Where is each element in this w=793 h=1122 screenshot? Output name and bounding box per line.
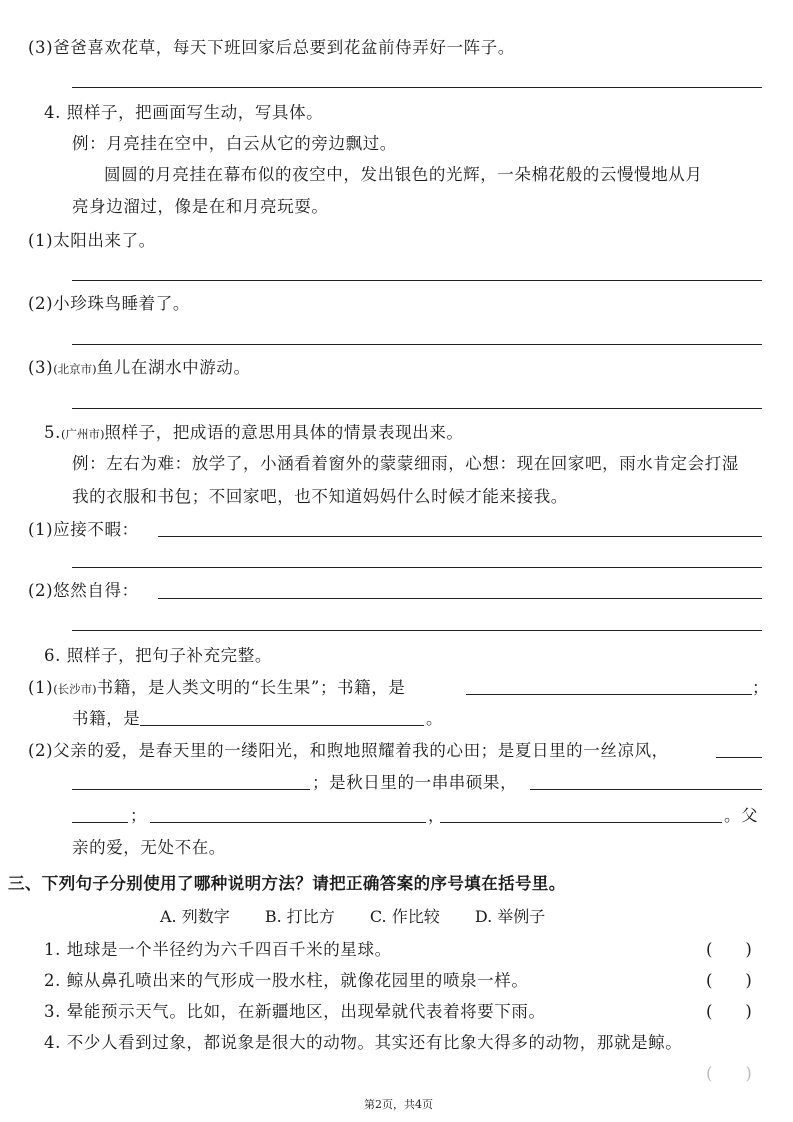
answer-line[interactable] xyxy=(72,344,762,345)
q6-item1-line2: 书籍，是 xyxy=(72,709,141,728)
answer-paren[interactable]: ( ) xyxy=(706,971,752,990)
q6-item1-line1 xyxy=(28,676,405,701)
q6-item2-line2: ；是秋日里的一串串硕果， xyxy=(312,773,518,792)
q4-item3 xyxy=(28,356,251,381)
answer-paren[interactable]: ( ) xyxy=(706,1002,752,1021)
q6-title: 6. 照样子，把句子补充完整。 xyxy=(44,646,272,665)
option-c: C. 作比较 xyxy=(369,907,440,926)
q4-example-para2: 亮身边溜过，像是在和月亮玩耍。 xyxy=(72,197,329,216)
section3-heading: 三、下列句子分别使用了哪种说明方法？请把正确答案的序号填在括号里。 xyxy=(8,874,566,893)
q5-example-line2: 我的衣服和书包；不回家吧，也不知道妈妈什么时候才能来接我。 xyxy=(72,487,568,506)
answer-line[interactable] xyxy=(72,408,762,409)
section3-options xyxy=(160,905,575,929)
answer-blank[interactable] xyxy=(72,822,128,823)
q6-item1-sep: ； xyxy=(752,678,770,697)
section3-item1: 1. 地球是一个半径约为六千四百千米的星球。 xyxy=(44,940,392,959)
q4-item3-text: 鱼儿在湖水中游动。 xyxy=(96,358,251,377)
q5-prefix: 5. xyxy=(44,423,61,442)
answer-blank[interactable] xyxy=(466,694,752,695)
q5-title-text: 照样子，把成语的意思用具体的情景表现出来。 xyxy=(104,423,464,442)
option-a: A. 列数字 xyxy=(160,907,230,926)
q4-item2: (2)小珍珠鸟睡着了。 xyxy=(28,294,190,313)
answer-paren[interactable]: ( ) xyxy=(706,940,752,959)
answer-line[interactable] xyxy=(72,630,762,631)
q6-item1-end: 。 xyxy=(426,709,444,728)
section3-item4: 4. 不少人看到过象，都说象是很大的动物。其实还有比象大得多的动物，那就是鲸。 xyxy=(44,1033,683,1052)
answer-line[interactable] xyxy=(72,87,762,88)
answer-line[interactable] xyxy=(158,536,762,537)
answer-blank[interactable] xyxy=(530,789,762,790)
answer-blank[interactable] xyxy=(72,789,310,790)
q4-example: 例：月亮挂在空中，白云从它的旁边飘过。 xyxy=(72,134,397,153)
q6-item2-sep2: ， xyxy=(428,806,446,825)
answer-blank[interactable] xyxy=(140,725,424,726)
q6-item2-line4: 亲的爱，无处不在。 xyxy=(72,838,226,857)
option-d: D. 举例子 xyxy=(474,907,546,926)
answer-blank[interactable] xyxy=(440,822,722,823)
section3-item2: 2. 鲸从鼻孔喷出来的气形成一股水柱，就像花园里的喷泉一样。 xyxy=(44,971,529,990)
answer-blank[interactable] xyxy=(150,822,426,823)
q4-title: 4. 照样子，把画面写生动，写具体。 xyxy=(44,103,324,122)
option-b: B. 打比方 xyxy=(264,907,335,926)
q6-item2-sep1: ； xyxy=(130,806,148,825)
region-tag: (广州市) xyxy=(60,427,105,441)
q3-item3-text: (3)爸爸喜欢花草，每天下班回家后总要到花盆前侍弄好一阵子。 xyxy=(28,38,515,57)
q6-item2-end: 。父 xyxy=(724,806,759,825)
q5-item2: (2)悠然自得： xyxy=(28,581,139,600)
q5-example-line1: 例：左右为难：放学了，小涵看着窗外的蒙蒙细雨，心想：现在回家吧，雨水肯定会打湿 xyxy=(72,454,739,473)
q4-item1: (1)太阳出来了。 xyxy=(28,231,156,250)
answer-paren[interactable]: ( ) xyxy=(706,1064,752,1083)
q5-item1: (1)应接不暇： xyxy=(28,520,139,539)
q6-item2-line1: (2)父亲的爱，是春天里的一缕阳光，和煦地照耀着我的心田；是夏日里的一丝凉风， xyxy=(28,741,669,760)
region-tag: (长沙市) xyxy=(53,682,97,696)
q4-item3-prefix: (3) xyxy=(28,358,54,377)
section3-item3: 3. 晕能预示天气。比如，在新疆地区，出现晕就代表着将要下雨。 xyxy=(44,1002,546,1021)
q4-example-para1: 圆圆的月亮挂在幕布似的夜空中，发出银色的光辉，一朵棉花般的云慢慢地从月 xyxy=(104,165,703,184)
page-number: 第2页，共4页 xyxy=(364,1098,433,1111)
answer-line[interactable] xyxy=(72,567,762,568)
q6-item1-text: 书籍，是人类文明的“长生果”；书籍，是 xyxy=(96,678,406,697)
answer-line[interactable] xyxy=(158,598,762,599)
q6-item1-prefix: (1) xyxy=(28,678,54,697)
region-tag: (北京市) xyxy=(53,362,97,376)
answer-line[interactable] xyxy=(72,280,762,281)
q5-title xyxy=(44,421,464,446)
answer-blank[interactable] xyxy=(716,757,762,758)
